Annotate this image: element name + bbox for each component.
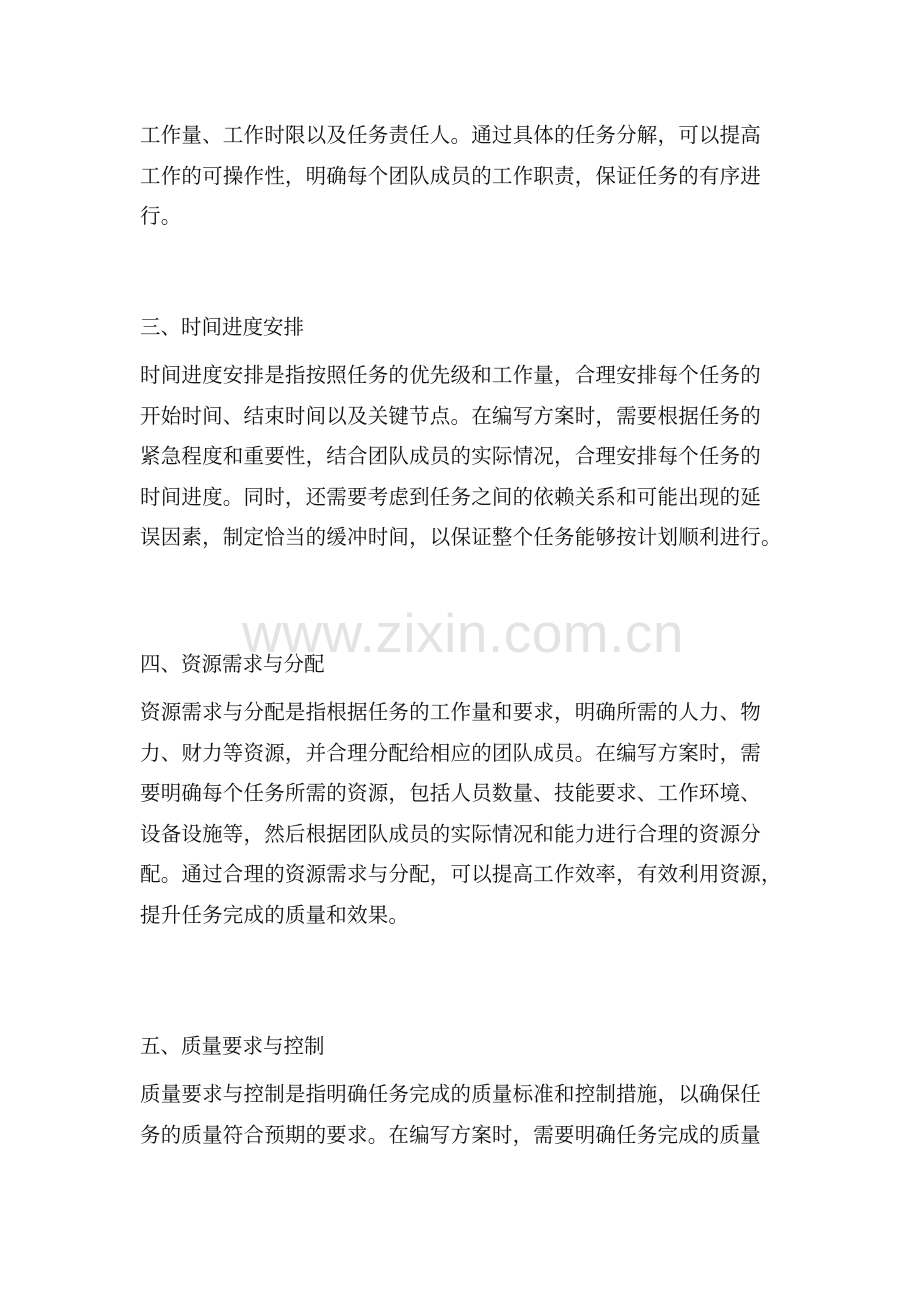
- paragraph-line: 时间进度。同时，还需要考虑到任务之间的依赖关系和可能出现的延: [140, 484, 761, 509]
- paragraph-line: 质量要求与控制是指明确任务完成的质量标准和控制措施，以确保任: [140, 1082, 761, 1106]
- paragraph-line: 配。通过合理的资源需求与分配，可以提高工作效率，有效利用资源，: [140, 862, 782, 886]
- section-3-heading: 三、时间进度安排: [140, 315, 304, 339]
- section-5-paragraph: [140, 1074, 790, 1155]
- paragraph-line: 要明确每个任务所需的资源，包括人员数量、技能要求、工作环境、: [140, 781, 761, 805]
- paragraph-line: 开始时间、结束时间以及关键节点。在编写方案时，需要根据任务的: [140, 403, 761, 428]
- paragraph-line: 工作量、工作时限以及任务责任人。通过具体的任务分解，可以提高: [140, 123, 761, 147]
- paragraph-line: 误因素，制定恰当的缓冲时间，以保证整个任务能够按计划顺利进行。: [140, 525, 782, 549]
- site-watermark: www.zixin.com.cn: [242, 602, 684, 664]
- paragraph-line: 设备设施等，然后根据团队成员的实际情况和能力进行合理的资源分: [140, 821, 761, 846]
- paragraph-line: 提升任务完成的质量和效果。: [140, 902, 410, 927]
- paragraph-line: 力、财力等资源，并合理分配给相应的团队成员。在编写方案时，需: [140, 740, 761, 765]
- section-4-heading: 四、资源需求与分配: [140, 652, 325, 676]
- section-5-heading: 五、质量要求与控制: [140, 1034, 325, 1058]
- paragraph-line: 务的质量符合预期的要求。在编写方案时，需要明确任务完成的质量: [140, 1122, 761, 1147]
- section-3-paragraph: [140, 355, 790, 558]
- paragraph-line: 工作的可操作性，明确每个团队成员的工作职责，保证任务的有序进: [140, 163, 761, 188]
- paragraph-line: 紧急程度和重要性，结合团队成员的实际情况，合理安排每个任务的: [140, 444, 761, 468]
- intro-paragraph: [140, 115, 790, 237]
- section-4-paragraph: [140, 692, 790, 935]
- paragraph-line: 行。: [140, 204, 182, 228]
- paragraph-line: 时间进度安排是指按照任务的优先级和工作量，合理安排每个任务的: [140, 363, 761, 387]
- paragraph-line: 资源需求与分配是指根据任务的工作量和要求，明确所需的人力、物: [140, 700, 761, 724]
